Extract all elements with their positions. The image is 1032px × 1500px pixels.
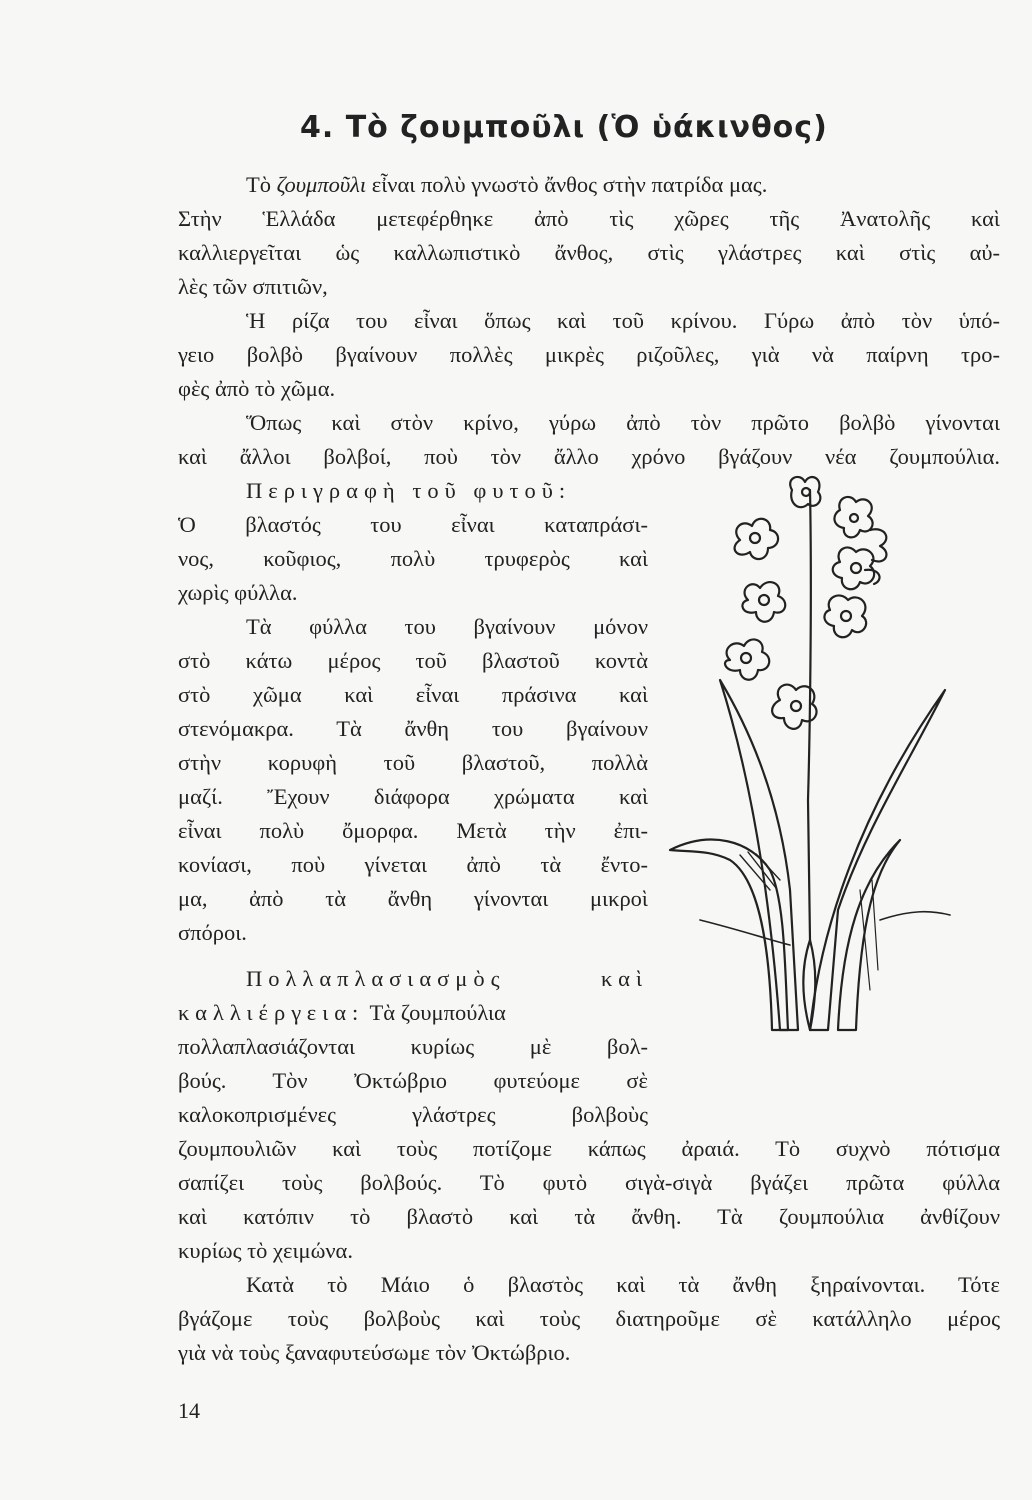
stem [808,490,811,940]
text-line: λὲς τῶν σπιτιῶν, [178,274,328,299]
text-line: βγάζομε τοὺς βολβοὺς καὶ τοὺς διατηροῦμε σὲ κατάλληλο μέρος [178,1306,1000,1331]
section-heading-cultivation: Πολλαπλασιασμὸς καὶ [246,966,648,991]
text-line: χωρὶς φύλλα. [178,580,298,605]
text-line: καλοκοπρισμένες γλάστρες βολβοὺς [178,1102,648,1127]
text-line: μαζί. Ἔχουν διάφορα χρώματα καὶ [178,784,648,809]
section-heading-cultivation-cont: καλλιέργεια: [178,1000,365,1025]
text-line: Στὴν Ἑλλάδα μετεφέρθηκε ἀπὸ τὶς χῶρες τῆς Ἀνατολῆς καὶ [178,206,1000,231]
text-line: Ὅπως καὶ στὸν κρίνο, γύρω ἀπὸ τὸν πρῶτο βολβὸ γίνονται [246,410,1000,435]
flower-4 [742,582,785,622]
text-line: βούς. Τὸν Ὀκτώβριο φυτεύομε σὲ [178,1068,648,1093]
text-line: καὶ ἄλλοι βολβοί, ποὺ τὸν ἄλλο χρόνο βγάζουν νέα ζουμπούλια. [178,444,1000,469]
text-line: Ὁ βλαστός του εἶναι καταπράσι- [178,512,648,537]
text-line: καλλιεργεῖται ὡς καλλωπιστικὸ ἄνθος, στὶς γλάστρες καὶ στὶς αὐ- [178,240,1000,265]
text-line: Τὰ φύλλα του βγαίνουν μόνον [246,614,648,639]
chapter-title: 4. Τὸ ζουμποῦλι (Ὁ ὑάκινθος) [300,110,828,145]
hyacinth-illustration [660,470,960,1070]
flower-1 [735,519,778,559]
text-line: καὶ κατόπιν τὸ βλαστὸ καὶ τὰ ἄνθη. Τὰ ζουμπούλια ἀνθίζουν [178,1204,1000,1229]
flower-6 [725,639,769,679]
leaf-right-lower [838,840,900,1030]
section-heading-description: Περιγραφὴ τοῦ φυτοῦ: [246,478,572,503]
text-line: μα, ἀπὸ τὰ ἄνθη γίνονται μικροὶ [178,886,648,911]
text-line: κονίασι, ποὺ γίνεται ἀπὸ τὰ ἔντο- [178,852,648,877]
italic-term: ζουμποῦλι [276,172,367,197]
text-line: στὸ χῶμα καὶ εἶναι πράσινα καὶ [178,682,648,707]
text-line: φὲς ἀπὸ τὸ χῶμα. [178,376,336,401]
flower-top [790,477,820,507]
page-number: 14 [178,1398,200,1423]
leaf-center [803,940,815,1030]
text-line: κυρίως τὸ χειμώνα. [178,1238,353,1263]
text-line: Ἡ ρίζα του εἶναι ὅπως καὶ τοῦ κρίνου. Γύρω ἀπὸ τὸν ὑπό- [246,308,1000,333]
text-line: νος, κοῦφιος, πολὺ τρυφερὸς καὶ [178,546,648,571]
text-line: Κατὰ τὸ Μάιο ὁ βλαστὸς καὶ τὰ ἄνθη ξηραίνονται. Τότε [246,1272,1000,1297]
text-line: σπόροι. [178,920,247,945]
text-line: πολλαπλασιάζονται κυρίως μὲ βολ- [178,1034,648,1059]
text-line: στενόμακρα. Τὰ ἄνθη του βγαίνουν [178,716,648,741]
text-line: ζουμπουλιῶν καὶ τοὺς ποτίζομε κάπως ἀραιά. Τὸ συχνὸ πότισμα [178,1136,1000,1161]
flower-5 [824,595,866,637]
text-line: σαπίζει τοὺς βολβούς. Τὸ φυτὸ σιγὰ-σιγὰ βγάζει πρῶτα φύλλα [178,1170,1000,1195]
text-line: εἶναι πολὺ ὄμορφα. Μετὰ τὴν ἐπι- [178,818,648,843]
leaf-right-outer [810,690,945,1030]
flower-3 [833,547,874,589]
text-line: Τὸ ζουμποῦλι εἶναι πολὺ γνωστὸ ἄνθος στὴν πατρίδα μας. [246,172,768,197]
text-line: γιὰ νὰ τοὺς ξαναφυτεύσωμε τὸν Ὀκτώβριο. [178,1340,571,1365]
flower-2 [834,497,872,537]
text-line: στὴν κορυφὴ τοῦ βλαστοῦ, πολλὰ [178,750,648,775]
text-line: στὸ κάτω μέρος τοῦ βλαστοῦ κοντὰ [178,648,648,673]
text-line: γειο βολβὸ βγαίνουν πολλὲς μικρὲς ριζοῦλες, γιὰ νὰ παίρνη τρο- [178,342,1000,367]
text-line: καλλιέργεια: Τὰ ζουμπούλια [178,1000,506,1025]
